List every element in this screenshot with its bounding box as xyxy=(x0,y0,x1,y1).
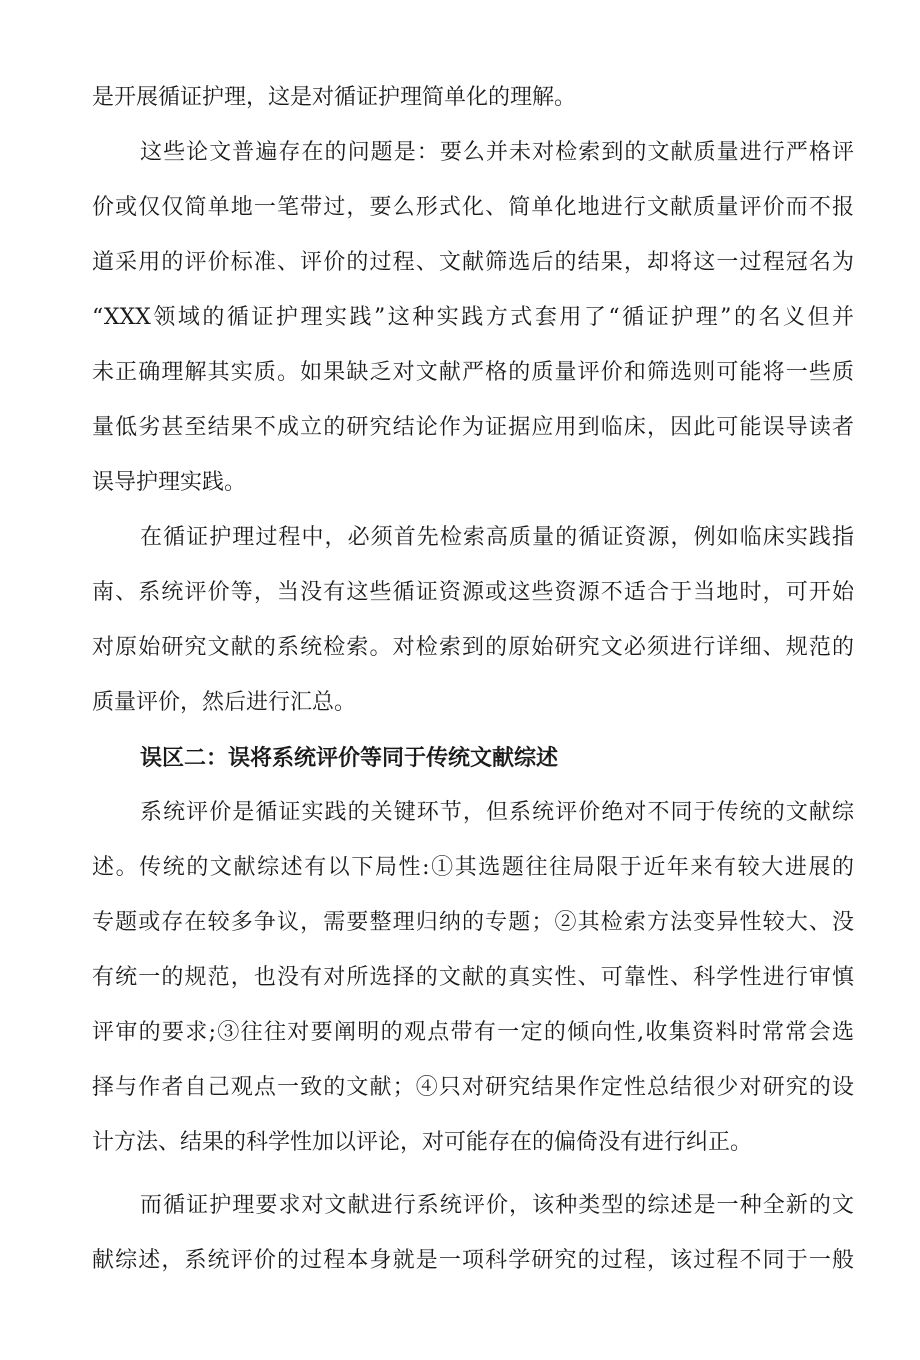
paragraph-line: 而循证护理要求对文献进行系统评价，该种类型的综述是一种全新的文 xyxy=(140,1193,854,1218)
section-heading: 误区二：误将系统评价等同于传统文献综述 xyxy=(140,745,559,771)
paragraph-line: “XXX领域的循证护理实践”这种实践方式套用了“循证护理”的名义但并 xyxy=(92,305,854,330)
paragraph-line: 在循证护理过程中，必须首先检索高质量的循证资源，例如临床实践指 xyxy=(140,525,854,550)
paragraph-line: 这些论文普遍存在的问题是：要么并未对检索到的文献质量进行严格评 xyxy=(140,140,854,165)
paragraph-line: 价或仅仅简单地一笔带过，要么形式化、简单化地进行文献质量评价而不报 xyxy=(92,195,854,220)
paragraph-line: 质量评价，然后进行汇总。 xyxy=(92,690,357,715)
paragraph-line: 量低劣甚至结果不成立的研究结论作为证据应用到临床，因此可能误导读者 xyxy=(92,415,854,440)
document-page xyxy=(92,78,854,1296)
paragraph-line: 有统一的规范，也没有对所选择的文献的真实性、可靠性、科学性进行审慎 xyxy=(92,965,854,990)
paragraph-line: 计方法、结果的科学性加以评论，对可能存在的偏倚没有进行纠正。 xyxy=(92,1130,753,1155)
paragraph-line: 道采用的评价标准、评价的过程、文献筛选后的结果，却将这一过程冠名为 xyxy=(92,250,854,275)
paragraph-line: 是开展循证护理，这是对循证护理简单化的理解。 xyxy=(92,85,577,110)
paragraph-line: 择与作者自己观点一致的文献；④只对研究结果作定性总结很少对研究的设 xyxy=(92,1075,854,1100)
paragraph-line: 误导护理实践。 xyxy=(92,470,247,495)
paragraph-line: 南、系统评价等，当没有这些循证资源或这些资源不适合于当地时，可开始 xyxy=(92,580,854,605)
paragraph-line: 专题或存在较多争议，需要整理归纳的专题；②其检索方法变异性较大、没 xyxy=(92,910,854,935)
paragraph-line: 献综述，系统评价的过程本身就是一项科学研究的过程，该过程不同于一般 xyxy=(92,1248,854,1273)
paragraph-line: 未正确理解其实质。如果缺乏对文献严格的质量评价和筛选则可能将一些质 xyxy=(92,360,854,385)
paragraph-line: 系统评价是循证实践的关键环节，但系统评价绝对不同于传统的文献综 xyxy=(140,800,854,825)
paragraph-line: 评审的要求;③往往对要阐明的观点带有一定的倾向性,收集资料时常常会选 xyxy=(92,1020,854,1045)
paragraph-line: 对原始研究文献的系统检索。对检索到的原始研究文必须进行详细、规范的 xyxy=(92,635,854,660)
paragraph-line: 述。传统的文献综述有以下局性:①其选题往往局限于近年来有较大进展的 xyxy=(92,855,854,880)
paragraph-gap xyxy=(92,1178,854,1186)
